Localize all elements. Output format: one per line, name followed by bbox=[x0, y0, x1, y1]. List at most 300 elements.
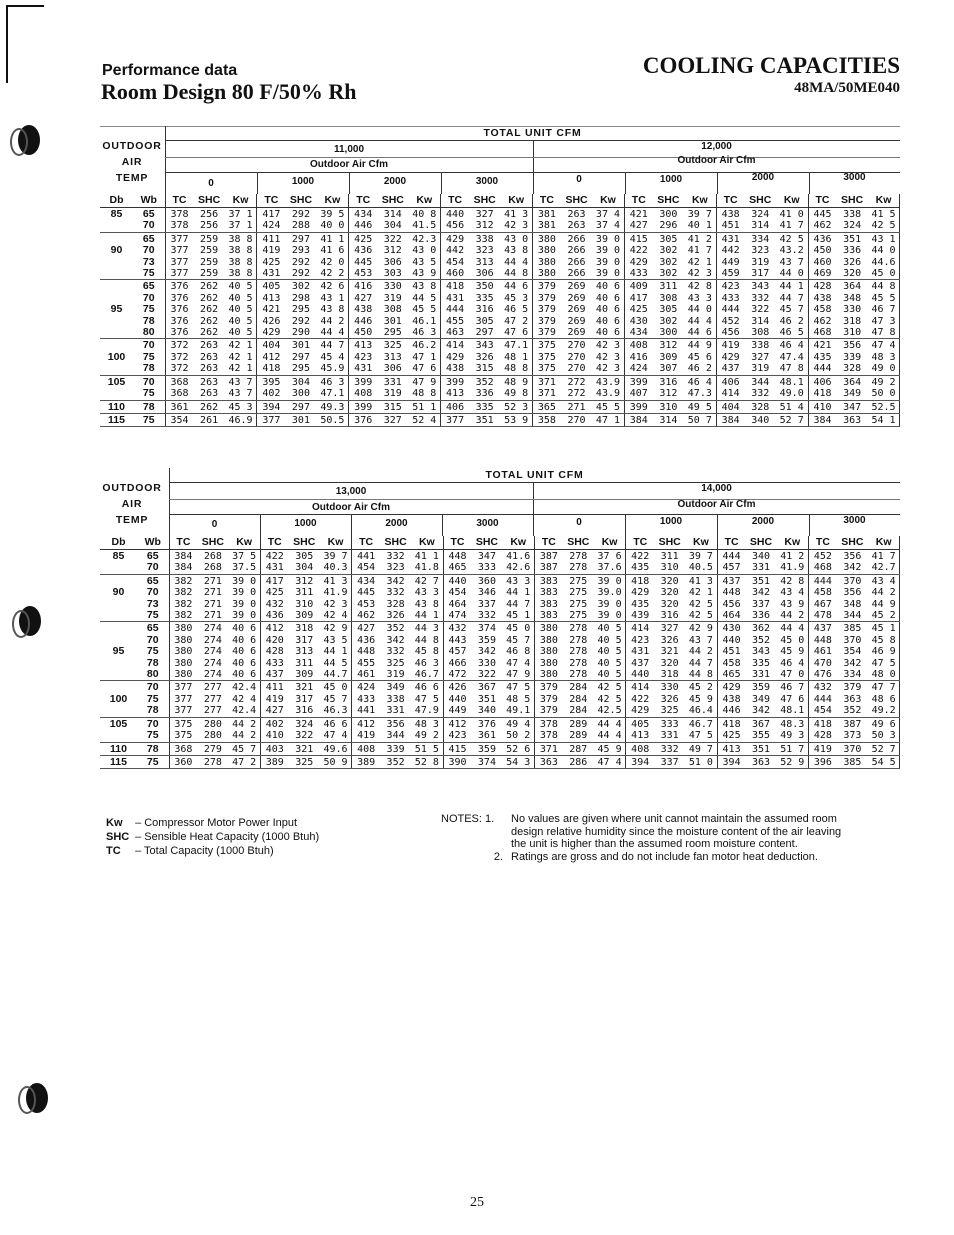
tc-value: 389 bbox=[352, 755, 380, 768]
tc-value: 425 bbox=[717, 730, 745, 742]
shc-value: 315 bbox=[469, 363, 500, 375]
tc-value: 421 bbox=[629, 209, 648, 220]
kw-value: 42 3 bbox=[500, 220, 532, 232]
kw-value: 42 8 bbox=[684, 280, 716, 293]
wb-temp: 70 bbox=[133, 220, 165, 232]
shc-value: 275 bbox=[569, 575, 588, 587]
kw-value: 47 9 bbox=[502, 669, 534, 681]
shc-value: 320 bbox=[660, 657, 679, 669]
shc-value: 266 bbox=[567, 245, 586, 257]
kw-value: 44 8 bbox=[500, 268, 532, 280]
shc-value: 363 bbox=[836, 413, 867, 426]
tc-value: 379 bbox=[539, 682, 558, 694]
kw-value: 43 3 bbox=[684, 293, 716, 304]
db-temp: 90 bbox=[110, 245, 123, 257]
shc-value: 364 bbox=[843, 281, 862, 293]
oa-cfm-value: 1000 bbox=[294, 518, 317, 529]
shc-value: 302 bbox=[659, 245, 678, 257]
shc-value: 334 bbox=[837, 669, 868, 681]
kw-value: 44 7 bbox=[502, 599, 534, 610]
shc-value: 352 bbox=[475, 376, 494, 388]
oa-cfm-value: 3000 bbox=[475, 176, 499, 187]
shc-value: 328 bbox=[745, 400, 776, 413]
kw-value: 40 6 bbox=[592, 316, 624, 327]
kw-value: 40 5 bbox=[594, 635, 626, 646]
tc-value: 430 bbox=[722, 623, 741, 635]
tc-value: 417 bbox=[629, 292, 648, 304]
shc-value: 359 bbox=[751, 682, 771, 694]
db-temp bbox=[100, 622, 137, 635]
tc-value: 437 bbox=[716, 363, 744, 375]
wb-temp: 70 bbox=[133, 339, 165, 352]
kw-value: 44 4 bbox=[500, 257, 532, 268]
kw-value: 39 0 bbox=[592, 257, 624, 268]
db-temp: 95 bbox=[110, 304, 123, 316]
tc-value: 384 bbox=[808, 413, 836, 426]
kw-value: 49 3 bbox=[777, 730, 809, 742]
tc-value: 377 bbox=[174, 693, 193, 705]
tc-value: 405 bbox=[262, 281, 281, 293]
tc-value: 372 bbox=[170, 340, 189, 352]
shc-value: 270 bbox=[567, 340, 586, 352]
oa-cfm-value: 1000 bbox=[291, 176, 315, 187]
table-row bbox=[100, 352, 900, 363]
table-row bbox=[100, 658, 900, 669]
shc-value: 275 bbox=[569, 598, 588, 610]
shc-value: 370 bbox=[837, 742, 868, 755]
shc-value: 331 bbox=[745, 669, 776, 681]
tc-value: 418 bbox=[813, 718, 832, 730]
shc-value: 306 bbox=[469, 268, 500, 280]
tc-value: 394 bbox=[717, 755, 745, 768]
shc-value: 271 bbox=[561, 400, 592, 413]
tc-value: 384 bbox=[716, 413, 744, 426]
column-header-tc: TC bbox=[534, 536, 562, 550]
kw-value: 44 0 bbox=[868, 245, 900, 256]
kw-value: 48 8 bbox=[500, 363, 532, 375]
shc-value: 278 bbox=[563, 562, 594, 574]
shc-value: 349 bbox=[386, 682, 405, 694]
page-number: 25 bbox=[470, 1195, 484, 1210]
shc-value: 263 bbox=[193, 388, 224, 400]
tc-value: 376 bbox=[170, 304, 189, 316]
shc-value: 263 bbox=[193, 363, 224, 375]
kw-value: 44 6 bbox=[500, 280, 532, 293]
tc-value: 468 bbox=[808, 327, 836, 339]
kw-value: 45 1 bbox=[868, 622, 900, 635]
tc-value: 448 bbox=[357, 646, 376, 658]
tc-value: 413 bbox=[626, 730, 654, 742]
column-header-kw: Kw bbox=[868, 536, 900, 550]
oa-cfm-value: 2000 bbox=[751, 516, 775, 527]
tc-value: 387 bbox=[539, 551, 558, 562]
capacity-table-block-1 bbox=[100, 126, 900, 427]
abbreviation-legend bbox=[106, 816, 319, 858]
tc-value: 433 bbox=[265, 657, 284, 669]
shc-value: 321 bbox=[660, 646, 679, 658]
kw-value: 39 0 bbox=[228, 610, 260, 622]
shc-value: 311 bbox=[295, 657, 314, 669]
outdoor-air-temp-label: OUTDOOR AIR TEMP bbox=[102, 140, 162, 184]
shc-value: 352 bbox=[751, 634, 771, 646]
shc-value: 308 bbox=[659, 292, 678, 304]
kw-value: 39 0 bbox=[594, 574, 626, 587]
shc-value: 319 bbox=[377, 388, 408, 400]
tc-value: 452 bbox=[721, 315, 740, 327]
kw-value: 44 2 bbox=[228, 730, 260, 742]
kw-value: 43 3 bbox=[502, 574, 534, 587]
shc-value: 342 bbox=[843, 657, 862, 669]
tc-value: 413 bbox=[354, 340, 373, 352]
table-row bbox=[100, 268, 900, 280]
shc-value: 303 bbox=[377, 268, 408, 280]
kw-value: 39 5 bbox=[317, 208, 349, 221]
table-header bbox=[100, 126, 900, 194]
kw-value: 39 0 bbox=[592, 232, 624, 245]
kw-value: 43 4 bbox=[777, 587, 809, 598]
tc-value: 376 bbox=[170, 315, 189, 327]
shc-value: 340 bbox=[471, 705, 502, 717]
shc-value: 328 bbox=[386, 598, 405, 610]
tc-value: 378 bbox=[170, 209, 189, 220]
column-header-tc: TC bbox=[169, 536, 197, 550]
tc-value: 414 bbox=[631, 682, 650, 694]
kw-value: 42 5 bbox=[594, 681, 626, 694]
kw-value: 44 5 bbox=[408, 293, 440, 304]
tc-value: 413 bbox=[262, 292, 281, 304]
tc-value: 371 bbox=[532, 388, 560, 400]
column-header-tc: TC bbox=[441, 194, 469, 208]
kw-value: 43 7 bbox=[225, 375, 257, 388]
tc-value: 424 bbox=[257, 220, 285, 232]
tc-value: 354 bbox=[165, 413, 193, 426]
tc-value: 444 bbox=[808, 363, 836, 375]
kw-value: 47 6 bbox=[777, 694, 809, 705]
db-temp bbox=[100, 232, 133, 245]
kw-value: 52 7 bbox=[868, 742, 900, 755]
tc-value: 429 bbox=[446, 351, 465, 363]
tc-value: 462 bbox=[813, 315, 832, 327]
kw-value: 39 0 bbox=[228, 587, 260, 598]
tc-value: 428 bbox=[265, 646, 284, 658]
tc-value: 418 bbox=[808, 388, 836, 400]
tc-value: 449 bbox=[443, 705, 471, 717]
shc-value: 325 bbox=[289, 755, 320, 768]
tc-value: 422 bbox=[629, 245, 648, 257]
shc-value: 295 bbox=[377, 327, 408, 339]
kw-value: 46 3 bbox=[317, 375, 349, 388]
db-temp: 100 bbox=[107, 351, 126, 363]
tc-value: 464 bbox=[717, 610, 745, 622]
shc-value: 336 bbox=[469, 388, 500, 400]
kw-value: 37 1 bbox=[225, 208, 257, 221]
wb-temp: 70 bbox=[137, 562, 169, 574]
tc-value: 377 bbox=[257, 413, 285, 426]
tc-value: 403 bbox=[260, 742, 288, 755]
shc-value: 337 bbox=[654, 755, 685, 768]
kw-value: 47 2 bbox=[228, 755, 260, 768]
tc-value: 402 bbox=[257, 388, 285, 400]
shc-value: 312 bbox=[653, 388, 684, 400]
wb-temp: 73 bbox=[133, 257, 165, 268]
shc-value: 300 bbox=[653, 327, 684, 339]
shc-value: 308 bbox=[383, 304, 402, 316]
shc-value: 259 bbox=[200, 245, 219, 257]
tc-value: 444 bbox=[722, 551, 741, 562]
tc-value: 372 bbox=[165, 363, 193, 375]
kw-value: 47 9 bbox=[408, 375, 440, 388]
db-temp: 100 bbox=[109, 693, 128, 705]
kw-value: 45 1 bbox=[502, 610, 534, 622]
tc-value: 380 bbox=[169, 669, 197, 681]
shc-value: 277 bbox=[203, 693, 222, 705]
tc-value: 436 bbox=[357, 634, 376, 646]
tc-value: 382 bbox=[174, 575, 193, 587]
tc-value: 380 bbox=[534, 669, 562, 681]
column-header-tc: TC bbox=[349, 194, 377, 208]
tc-value: 390 bbox=[443, 755, 471, 768]
column-header-tc: TC bbox=[352, 536, 380, 550]
tc-value: 445 bbox=[813, 209, 832, 220]
table-row bbox=[100, 742, 900, 755]
table-row bbox=[100, 669, 900, 681]
shc-value: 327 bbox=[377, 413, 408, 426]
kw-value: 49 4 bbox=[502, 717, 534, 730]
kw-value: 41 2 bbox=[777, 550, 809, 563]
tc-value: 430 bbox=[629, 315, 648, 327]
kw-value: 44 2 bbox=[868, 587, 900, 598]
kw-value: 37 4 bbox=[592, 208, 624, 221]
shc-value: 312 bbox=[295, 575, 314, 587]
shc-value: 314 bbox=[653, 413, 684, 426]
tc-value: 441 bbox=[352, 705, 380, 717]
wb-temp: 78 bbox=[133, 400, 165, 413]
tc-value: 406 bbox=[441, 400, 469, 413]
kw-value: 42 3 bbox=[320, 599, 352, 610]
shc-value: 327 bbox=[475, 209, 494, 220]
shc-value: 286 bbox=[563, 755, 594, 768]
kw-value: 41 1 bbox=[411, 550, 443, 563]
tc-value: 404 bbox=[716, 400, 744, 413]
shc-value: 370 bbox=[843, 634, 862, 646]
shc-value: 313 bbox=[475, 256, 494, 268]
shc-value: 295 bbox=[285, 363, 316, 375]
tc-value: 380 bbox=[539, 657, 558, 669]
shc-value: 335 bbox=[475, 292, 494, 304]
tc-value: 446 bbox=[354, 315, 373, 327]
kw-value: 39 0 bbox=[228, 599, 260, 610]
shc-value: 342 bbox=[745, 705, 776, 717]
db-temp bbox=[100, 363, 133, 375]
wb-temp: 78 bbox=[133, 363, 165, 375]
kw-value: 45 5 bbox=[592, 400, 624, 413]
tc-value: 426 bbox=[262, 315, 281, 327]
shc-value: 311 bbox=[660, 551, 679, 562]
kw-value: 45 7 bbox=[776, 304, 808, 315]
tc-value: 458 bbox=[813, 587, 832, 599]
db-temp bbox=[100, 730, 137, 742]
table-row bbox=[100, 413, 900, 426]
shc-value: 313 bbox=[383, 351, 402, 363]
shc-value: 333 bbox=[660, 718, 679, 730]
kw-value: 46.9 bbox=[225, 413, 257, 426]
tc-value: 387 bbox=[534, 562, 562, 574]
tc-value: 404 bbox=[262, 340, 281, 352]
kw-value: 43 1 bbox=[868, 232, 900, 245]
tc-value: 417 bbox=[262, 209, 281, 220]
kw-value: 45 3 bbox=[225, 400, 257, 413]
db-temp: 85 bbox=[112, 550, 125, 562]
kw-value: 49.6 bbox=[320, 742, 352, 755]
wb-temp: 70 bbox=[137, 587, 169, 598]
shc-value: 320 bbox=[836, 268, 867, 280]
tc-value: 431 bbox=[631, 646, 650, 658]
shc-value: 262 bbox=[200, 304, 219, 316]
tc-value: 460 bbox=[441, 268, 469, 280]
kw-value: 47 4 bbox=[320, 730, 352, 742]
tc-value: 434 bbox=[624, 327, 652, 339]
kw-value: 42 3 bbox=[592, 363, 624, 375]
tc-value: 412 bbox=[265, 623, 284, 635]
tc-value: 434 bbox=[354, 209, 373, 220]
kw-value: 46.7 bbox=[685, 717, 717, 730]
kw-value: 43 0 bbox=[500, 232, 532, 245]
tc-value: 405 bbox=[631, 718, 650, 730]
shc-value: 309 bbox=[659, 351, 678, 363]
kw-value: 47.3 bbox=[684, 388, 716, 400]
kw-value: 43.9 bbox=[592, 388, 624, 400]
kw-value: 38 8 bbox=[225, 268, 257, 280]
kw-value: 52 4 bbox=[408, 413, 440, 426]
kw-value: 42.3 bbox=[408, 232, 440, 245]
wb-temp: 78 bbox=[137, 658, 169, 669]
shc-value: 304 bbox=[377, 220, 408, 232]
shc-value: 266 bbox=[567, 233, 586, 245]
wb-temp: 75 bbox=[137, 646, 169, 657]
tc-value: 396 bbox=[809, 755, 837, 768]
kw-value: 37 4 bbox=[592, 220, 624, 232]
shc-value: 313 bbox=[295, 646, 314, 658]
tc-value: 379 bbox=[537, 281, 556, 293]
shc-value: 263 bbox=[200, 351, 219, 363]
shc-value: 262 bbox=[193, 327, 224, 339]
tc-value: 449 bbox=[721, 256, 740, 268]
document-title: COOLING CAPACITIES bbox=[642, 53, 900, 78]
tc-value: 383 bbox=[534, 610, 562, 622]
tc-value: 377 bbox=[174, 682, 193, 694]
tc-value: 419 bbox=[809, 742, 837, 755]
tc-value: 433 bbox=[721, 292, 740, 304]
column-header-kw: Kw bbox=[225, 194, 257, 208]
kw-value: 40.5 bbox=[685, 562, 717, 574]
shc-value: 351 bbox=[751, 575, 771, 587]
column-header-row bbox=[100, 536, 900, 550]
shc-value: 332 bbox=[654, 742, 685, 755]
column-header-shc: SHC bbox=[745, 194, 776, 208]
kw-value: 44 9 bbox=[868, 599, 900, 610]
kw-value: 47 6 bbox=[408, 363, 440, 375]
kw-value: 40 5 bbox=[594, 658, 626, 669]
kw-value: 44 6 bbox=[684, 327, 716, 339]
shc-value: 325 bbox=[386, 657, 405, 669]
tc-value: 440 bbox=[626, 669, 654, 681]
shc-value: 259 bbox=[193, 268, 224, 280]
tc-value: 438 bbox=[721, 209, 740, 220]
tc-value: 435 bbox=[631, 598, 650, 610]
table-row bbox=[100, 293, 900, 304]
kw-value: 46 8 bbox=[502, 646, 534, 657]
tc-value: 446 bbox=[349, 220, 377, 232]
tc-value: 454 bbox=[809, 705, 837, 717]
table-row bbox=[100, 646, 900, 657]
tc-value: 437 bbox=[631, 657, 650, 669]
shc-value: 277 bbox=[203, 682, 222, 694]
shc-value: 342 bbox=[477, 646, 496, 658]
kw-value: 45 8 bbox=[411, 646, 443, 657]
shc-value: 346 bbox=[477, 587, 496, 599]
punch-hole-ring bbox=[10, 128, 28, 156]
shc-value: 332 bbox=[386, 551, 405, 562]
column-header-kw: Kw bbox=[500, 194, 532, 208]
column-header-db: Db bbox=[100, 536, 137, 550]
kw-value: 45 0 bbox=[868, 268, 900, 280]
shc-value: 339 bbox=[380, 742, 411, 755]
wb-temp: 65 bbox=[137, 550, 169, 563]
tc-value: 474 bbox=[443, 610, 471, 622]
shc-value: 385 bbox=[843, 623, 862, 635]
column-header-shc: SHC bbox=[471, 536, 502, 550]
kw-value: 42 1 bbox=[225, 352, 257, 363]
kw-value: 42 0 bbox=[317, 257, 349, 268]
shc-value: 361 bbox=[471, 730, 502, 742]
shc-value: 310 bbox=[836, 327, 867, 339]
column-header-shc: SHC bbox=[745, 536, 776, 550]
kw-value: 40 6 bbox=[592, 327, 624, 339]
oa-cfm-value: 0 bbox=[211, 519, 218, 530]
tc-value: 425 bbox=[265, 587, 284, 599]
kw-value: 45 3 bbox=[500, 293, 532, 304]
tc-value: 410 bbox=[808, 400, 836, 413]
shc-value: 326 bbox=[843, 256, 862, 268]
shc-value: 287 bbox=[563, 742, 594, 755]
shc-value: 302 bbox=[653, 268, 684, 280]
kw-value: 44 0 bbox=[776, 268, 808, 280]
tc-value: 376 bbox=[170, 292, 189, 304]
tc-value: 379 bbox=[539, 693, 558, 705]
punch-hole-ring bbox=[12, 610, 30, 638]
kw-value: 44 3 bbox=[411, 622, 443, 635]
kw-value: 44 4 bbox=[594, 730, 626, 742]
wb-temp: 75 bbox=[137, 610, 169, 622]
column-header-tc: TC bbox=[716, 194, 744, 208]
shc-value: 309 bbox=[289, 610, 320, 622]
column-header-kw: Kw bbox=[592, 194, 624, 208]
kw-value: 46 3 bbox=[411, 658, 443, 669]
shc-value: 362 bbox=[751, 623, 771, 635]
tc-value: 378 bbox=[165, 220, 193, 232]
tc-value: 425 bbox=[629, 304, 648, 316]
kw-value: 42.7 bbox=[868, 562, 900, 574]
shc-value: 263 bbox=[561, 220, 592, 232]
shc-value: 326 bbox=[380, 610, 411, 622]
shc-value: 356 bbox=[843, 551, 862, 562]
shc-value: 278 bbox=[569, 634, 588, 646]
wb-temp: 75 bbox=[133, 268, 165, 280]
kw-value: 51 1 bbox=[408, 400, 440, 413]
tc-value: 375 bbox=[169, 730, 197, 742]
shc-value: 322 bbox=[289, 730, 320, 742]
shc-value: 326 bbox=[475, 351, 494, 363]
